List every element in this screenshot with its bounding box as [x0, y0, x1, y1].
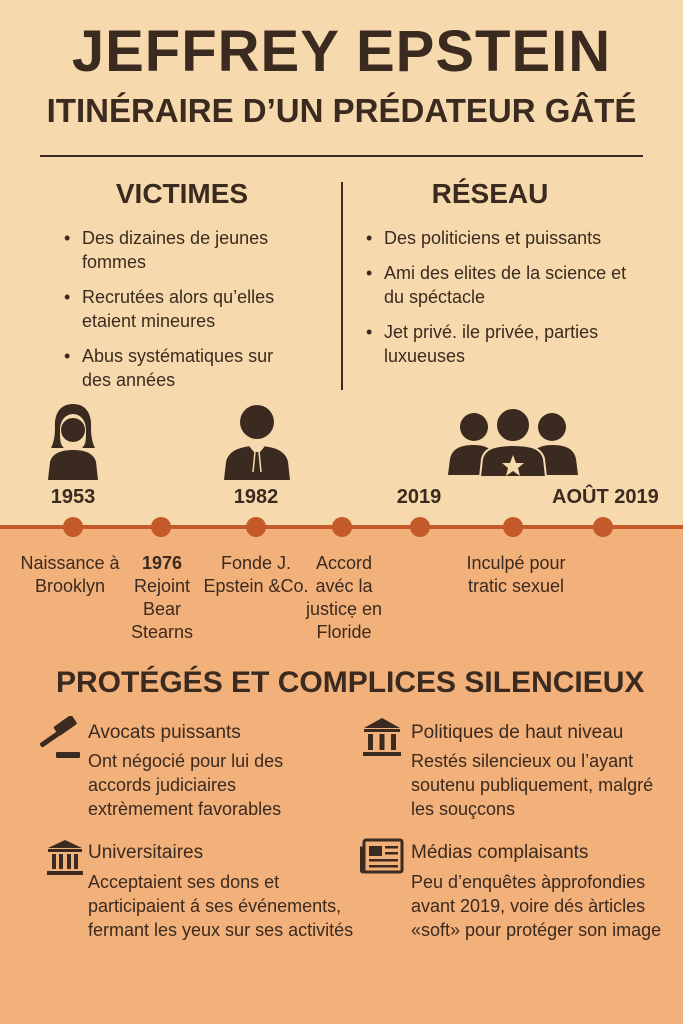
- timeline-event: [200, 552, 312, 598]
- timeline-dot: [151, 517, 171, 537]
- header-divider: [40, 155, 643, 157]
- group-icon: [448, 405, 578, 477]
- accomplices-title: PROTÉGÉS ET COMPLICES SILENCIEUX: [56, 666, 645, 699]
- timeline-year: 2019: [396, 486, 442, 508]
- event-text: Accord avéc la justicẹ en Floride: [305, 553, 383, 642]
- timeline-dot: [410, 517, 430, 537]
- event-text: Rejoint Bear Stearns: [130, 576, 194, 642]
- newspaper-icon: [360, 838, 404, 874]
- page-title: JEFFREY EPSTEIN: [71, 19, 612, 84]
- page-subtitle: ITINÉRAIRE D’UN PRÉDATEUR GÂTÉ: [46, 92, 637, 129]
- timeline-dot: [63, 517, 83, 537]
- timeline-event: [300, 552, 388, 644]
- timeline-dot: [503, 517, 523, 537]
- accomplice-heading: Politiques de haut niveau: [411, 722, 624, 743]
- event-year: 1976: [141, 553, 183, 573]
- gavel-icon: [36, 716, 82, 762]
- accomplice-heading: Médias complaisants: [411, 842, 589, 863]
- accomplice-description: Ont négocié pour lui des accords judiciaires extrèmement favorables: [88, 751, 284, 819]
- accomplice-description: Restés silencieux ou l’ayant soutenu publiquement, malgré les souçcons: [411, 751, 654, 819]
- accomplice-heading: Universitaires: [88, 842, 204, 863]
- timeline-year: 1982: [233, 486, 279, 508]
- victims-list: [64, 226, 304, 403]
- accomplice-heading: Avocats puissants: [88, 722, 241, 743]
- column-divider: [341, 182, 343, 390]
- timeline-dot: [593, 517, 613, 537]
- timeline-dot: [246, 517, 266, 537]
- timeline-dot: [332, 517, 352, 537]
- event-text: Fonde J. Epstein &Co.: [203, 553, 309, 596]
- list-item: • Des politiciens et puissants: [366, 226, 636, 250]
- list-item: • Recrutées alors qu’elles etaient mineures: [64, 285, 304, 333]
- timeline-year: 1953: [50, 486, 96, 508]
- list-item: • Ami des elites de la science et du spéctacle: [366, 261, 636, 309]
- network-list: [366, 226, 636, 379]
- timeline-year: AOÛT 2019: [552, 486, 659, 508]
- government-building-icon: [362, 716, 402, 758]
- list-item: • Des dizaines de jeunes fommes: [64, 226, 304, 274]
- accomplice-description: Acceptaient ses dons et participaient á ses événements, fermant les yeux sur ses activités: [88, 872, 354, 940]
- timeline-event: [466, 552, 566, 598]
- businessman-icon: [222, 400, 292, 480]
- list-item: • Jet privé. ile privée, parties luxueuses: [366, 320, 636, 368]
- network-heading: RÉSEAU: [431, 178, 549, 209]
- victims-heading: VICTIMES: [115, 178, 249, 209]
- university-icon: [46, 838, 84, 878]
- event-text: Inculpé pour tratic sexuel: [466, 553, 566, 596]
- list-item: • Abus systématiques sur des années: [64, 344, 304, 392]
- timeline-event: [20, 552, 120, 598]
- accomplice-description: Peu d’enquêtes àpprofondies avant 2019, voire dés àrticles «soft» pour protéger son image: [411, 872, 662, 940]
- woman-icon: [42, 400, 104, 480]
- timeline-event: [124, 552, 200, 644]
- event-text: Naissance à Brooklyn: [20, 553, 120, 596]
